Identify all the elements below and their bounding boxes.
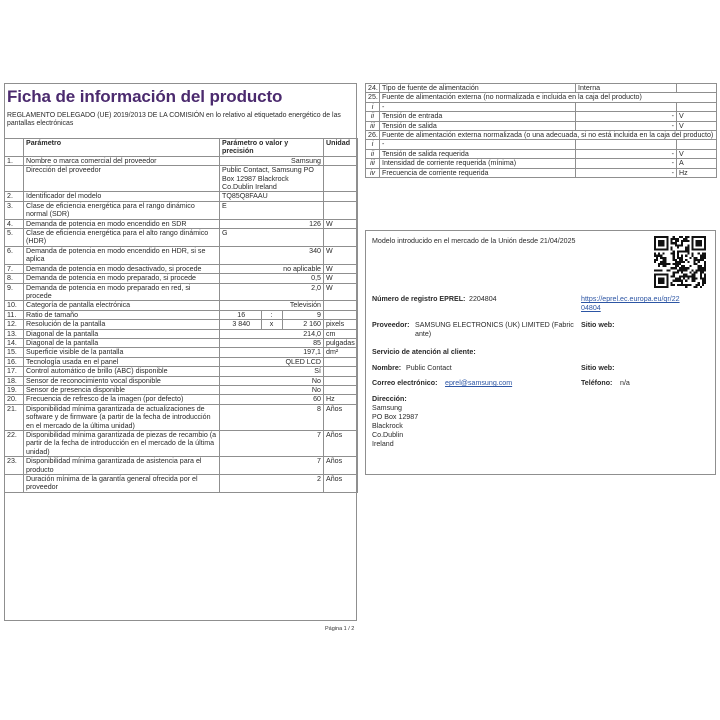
row-number: 26.: [366, 131, 380, 140]
parameter-value: [220, 320, 324, 329]
parameter-value: -: [576, 149, 677, 158]
power-row: [366, 159, 717, 168]
row-number: 15.: [5, 348, 24, 357]
table-row: [5, 367, 358, 376]
unit: [677, 102, 717, 111]
parameter-value: -: [576, 112, 677, 121]
unit: [324, 385, 358, 394]
phone-value: n/a: [620, 379, 630, 387]
contact-name-label: Nombre:: [372, 364, 402, 372]
unit: [324, 156, 358, 165]
phone-label: Teléfono:: [581, 379, 613, 387]
parameter-name: Disponibilidad mínima garantizada de asistencia para el producto: [24, 457, 220, 475]
table-row: [5, 166, 358, 192]
eprel-reg-label: Número de registro EPREL:: [372, 295, 466, 303]
row-number: [5, 166, 24, 192]
parameter-name: Sensor de reconocimiento vocal disponible: [24, 376, 220, 385]
parameter-name: Disponibilidad mínima garantizada de actualizaciones de software y de firmware (a partir de la fecha de introducción en el mercado de la última unidad): [24, 404, 220, 430]
unit: [324, 376, 358, 385]
parameter-value: E: [220, 201, 324, 219]
supplier-name-line1: SAMSUNG ELECTRONICS (UK) LIMITED (Fabric: [415, 321, 574, 329]
address-line: PO Box 12987: [372, 413, 419, 421]
address-line: Ireland: [372, 440, 394, 448]
parameter-value: -: [576, 159, 677, 168]
parameter-value: 8: [220, 404, 324, 430]
header-cell: [5, 139, 24, 157]
row-number: 17.: [5, 367, 24, 376]
parameter-value: Samsung: [220, 156, 324, 165]
parameter-value: 85: [220, 338, 324, 347]
customer-service-label: Servicio de atención al cliente:: [372, 348, 476, 356]
parameter-value: no aplicable: [220, 264, 324, 273]
unit: V: [677, 112, 717, 121]
parameter-name: Demanda de potencia en modo preparado, si procede: [24, 274, 220, 283]
unit: [324, 367, 358, 376]
table-row: [5, 283, 358, 301]
parameter-name: Ratio de tamaño: [24, 310, 220, 319]
row-number: 23.: [5, 457, 24, 475]
parameter-value: -: [576, 121, 677, 130]
parameter-value: Interna: [576, 84, 677, 93]
power-supply-table: [365, 83, 717, 178]
parameter-value: [220, 310, 324, 319]
table-row: [5, 264, 358, 273]
unit: W: [324, 219, 358, 228]
unit: Hz: [324, 395, 358, 404]
page-title: Ficha de información del producto: [7, 87, 283, 106]
parameter-value: G: [220, 229, 324, 247]
parameter-name: -: [380, 102, 576, 111]
value-separator: :: [261, 311, 283, 319]
sub-index: ii: [366, 112, 380, 121]
unit: W: [324, 283, 358, 301]
table-row: [5, 431, 358, 457]
unit: [324, 192, 358, 201]
value-part: 2 160: [303, 320, 321, 329]
parameter-name: Nombre o marca comercial del proveedor: [24, 156, 220, 165]
table-row: [5, 192, 358, 201]
parameter-name: Diagonal de la pantalla: [24, 329, 220, 338]
value-separator: x: [261, 320, 283, 328]
row-number: 2.: [5, 192, 24, 201]
unit: Hz: [677, 168, 717, 177]
parameter-name: Demanda de potencia en modo encendido en SDR: [24, 219, 220, 228]
parameter-name: Tensión de salida: [380, 121, 576, 130]
unit: [324, 201, 358, 219]
row-number: 9.: [5, 283, 24, 301]
row-number: 21.: [5, 404, 24, 430]
power-row: [366, 131, 717, 140]
sub-index: i: [366, 102, 380, 111]
table-row: [5, 201, 358, 219]
parameter-value: [576, 140, 677, 149]
address-label: Dirección:: [372, 395, 407, 403]
parameter-value: 7: [220, 431, 324, 457]
parameter-name: -: [380, 140, 576, 149]
parameter-value: 197,1: [220, 348, 324, 357]
row-number: 19.: [5, 385, 24, 394]
parameter-name: Diagonal de la pantalla: [24, 338, 220, 347]
power-row: [366, 112, 717, 121]
parameter-value: Televisión: [220, 301, 324, 310]
table-row: [5, 219, 358, 228]
table-row: [5, 348, 358, 357]
table-row: [5, 310, 358, 319]
supplier-website-label: Sitio web:: [581, 321, 615, 329]
unit: [324, 166, 358, 192]
table-row: [5, 385, 358, 394]
power-row: [366, 102, 717, 111]
row-number: 24.: [366, 84, 380, 93]
unit: pixels: [324, 320, 358, 329]
row-number: 4.: [5, 219, 24, 228]
row-number: 13.: [5, 329, 24, 338]
unit: pulgadas: [324, 338, 358, 347]
table-row: [5, 274, 358, 283]
row-number: 22.: [5, 431, 24, 457]
parameter-name: Tensión de entrada: [380, 112, 576, 121]
supplier-label: Proveedor:: [372, 321, 410, 329]
row-number: 3.: [5, 201, 24, 219]
table-row: [5, 301, 358, 310]
sub-index: iii: [366, 159, 380, 168]
parameter-name: Categoría de pantalla electrónica: [24, 301, 220, 310]
power-row: [366, 84, 717, 93]
table-row: [5, 395, 358, 404]
contact-website-label: Sitio web:: [581, 364, 615, 372]
sub-index: i: [366, 140, 380, 149]
power-row: [366, 121, 717, 130]
header-cell: Unidad: [324, 139, 358, 157]
parameter-value: 214,0: [220, 329, 324, 338]
parameter-name: Clase de eficiencia energética para el rango dinámico normal (SDR): [24, 201, 220, 219]
sub-index: iii: [366, 121, 380, 130]
parameter-value: 340: [220, 246, 324, 264]
table-row: [5, 229, 358, 247]
eprel-url-link-1[interactable]: https://eprel.ec.europa.eu/qr/22: [581, 295, 680, 303]
unit: dm²: [324, 348, 358, 357]
table-header-row: [5, 139, 358, 157]
section-title: Fuente de alimentación externa (no normalizada e incluida en la caja del producto): [380, 93, 717, 102]
unit: V: [677, 121, 717, 130]
power-row: [366, 149, 717, 158]
parameter-value: 7: [220, 457, 324, 475]
unit: [324, 301, 358, 310]
parameter-value: Sí: [220, 367, 324, 376]
unit: [324, 310, 358, 319]
email-label: Correo electrónico:: [372, 379, 438, 387]
header-cell: Parámetro: [24, 139, 220, 157]
parameter-name: Dirección del proveedor: [24, 166, 220, 192]
sub-index: ii: [366, 149, 380, 158]
parameter-value: Public Contact, Samsung PO Box 12987 Blackrock Co.Dublin Ireland: [220, 166, 324, 192]
unit: W: [324, 246, 358, 264]
unit: [324, 229, 358, 247]
row-number: 7.: [5, 264, 24, 273]
unit: W: [324, 264, 358, 273]
row-number: 12.: [5, 320, 24, 329]
table-row: [5, 475, 358, 493]
row-number: 10.: [5, 301, 24, 310]
parameter-name: Demanda de potencia en modo encendido en HDR, si se aplica: [24, 246, 220, 264]
table-row: [5, 404, 358, 430]
parameter-name: Identificador del modelo: [24, 192, 220, 201]
parameter-name: Demanda de potencia en modo desactivado, si procede: [24, 264, 220, 273]
unit: Años: [324, 457, 358, 475]
parameter-value: 2,0: [220, 283, 324, 301]
parameter-name: Resolución de la pantalla: [24, 320, 220, 329]
parameter-name: Clase de eficiencia energética para el alto rango dinámico (HDR): [24, 229, 220, 247]
parameter-value: No: [220, 376, 324, 385]
row-number: 14.: [5, 338, 24, 347]
parameter-value: QLED LCD: [220, 357, 324, 366]
row-number: 6.: [5, 246, 24, 264]
row-number: 11.: [5, 310, 24, 319]
value-part: 3 840: [232, 320, 251, 329]
table-row: [5, 338, 358, 347]
row-number: 16.: [5, 357, 24, 366]
unit: Años: [324, 475, 358, 493]
parameter-name: Frecuencia de refresco de la imagen (por defecto): [24, 395, 220, 404]
parameter-name: Frecuencia de corriente requerida: [380, 168, 576, 177]
value-part: 9: [317, 310, 321, 319]
unit: [677, 84, 717, 93]
parameter-value: 126: [220, 219, 324, 228]
parameter-name: Tipo de fuente de alimentación: [380, 84, 576, 93]
unit: [677, 140, 717, 149]
unit: A: [677, 159, 717, 168]
market-intro-text: Modelo introducido en el mercado de la Unión desde 21/04/2025: [372, 237, 576, 245]
unit: W: [324, 274, 358, 283]
table-row: [5, 156, 358, 165]
table-row: [5, 320, 358, 329]
page-indicator: Página 1 / 2: [325, 626, 355, 632]
parameter-value: 0,5: [220, 274, 324, 283]
row-number: 8.: [5, 274, 24, 283]
eprel-info-box: [365, 230, 716, 475]
parameter-name: Superficie visible de la pantalla: [24, 348, 220, 357]
power-row: [366, 168, 717, 177]
contact-name-value: Public Contact: [406, 364, 452, 372]
unit: V: [677, 149, 717, 158]
parameter-name: Tensión de salida requerida: [380, 149, 576, 158]
unit: Años: [324, 431, 358, 457]
row-number: 1.: [5, 156, 24, 165]
value-part: 16: [237, 310, 246, 319]
parameter-name: Control automático de brillo (ABC) disponible: [24, 367, 220, 376]
row-number: 20.: [5, 395, 24, 404]
table-row: [5, 376, 358, 385]
parameter-value: -: [576, 168, 677, 177]
address-line: Blackrock: [372, 422, 403, 430]
unit: [324, 357, 358, 366]
row-number: 18.: [5, 376, 24, 385]
eprel-url-link-2[interactable]: 04804: [581, 304, 601, 312]
parameter-value: TQ85Q8FAAU: [220, 192, 324, 201]
address-line: Co.Dublin: [372, 431, 404, 439]
eprel-reg-value: 2204804: [469, 295, 497, 303]
table-row: [5, 357, 358, 366]
parameter-name: Disponibilidad mínima garantizada de piezas de recambio (a partir de la fecha de introducción en el mercado de la última unidad): [24, 431, 220, 457]
row-number: 5.: [5, 229, 24, 247]
section-title: Fuente de alimentación externa normalizada (o una adecuada, si no está incluida en la caja del producto): [380, 131, 717, 140]
parameter-value: [576, 102, 677, 111]
power-row: [366, 140, 717, 149]
table-row: [5, 329, 358, 338]
parameter-name: Tecnología usada en el panel: [24, 357, 220, 366]
email-link[interactable]: eprel@samsung.com: [445, 379, 513, 387]
row-number: [5, 475, 24, 493]
parameter-value: 60: [220, 395, 324, 404]
power-row: [366, 93, 717, 102]
qr-code-icon: [654, 236, 706, 288]
sub-index: iv: [366, 168, 380, 177]
parameter-name: Duración mínima de la garantía general ofrecida por el proveedor: [24, 475, 220, 493]
parameters-table: [4, 138, 358, 493]
parameter-name: Sensor de presencia disponible: [24, 385, 220, 394]
unit: cm: [324, 329, 358, 338]
row-number: 25.: [366, 93, 380, 102]
table-row: [5, 457, 358, 475]
address-line: Samsung: [372, 404, 402, 412]
supplier-name-line2: ante): [415, 330, 432, 338]
regulation-subtitle: REGLAMENTO DELEGADO (UE) 2019/2013 DE LA COMISIÓN en lo relativo al etiquetado energético de las pantallas electrónicas: [7, 112, 341, 128]
parameter-value: 2: [220, 475, 324, 493]
parameter-name: Intensidad de corriente requerida (mínima): [380, 159, 576, 168]
table-row: [5, 246, 358, 264]
parameter-name: Demanda de potencia en modo preparado en red, si procede: [24, 283, 220, 301]
unit: Años: [324, 404, 358, 430]
parameter-value: No: [220, 385, 324, 394]
header-cell: Parámetro o valor y precisión: [220, 139, 324, 157]
